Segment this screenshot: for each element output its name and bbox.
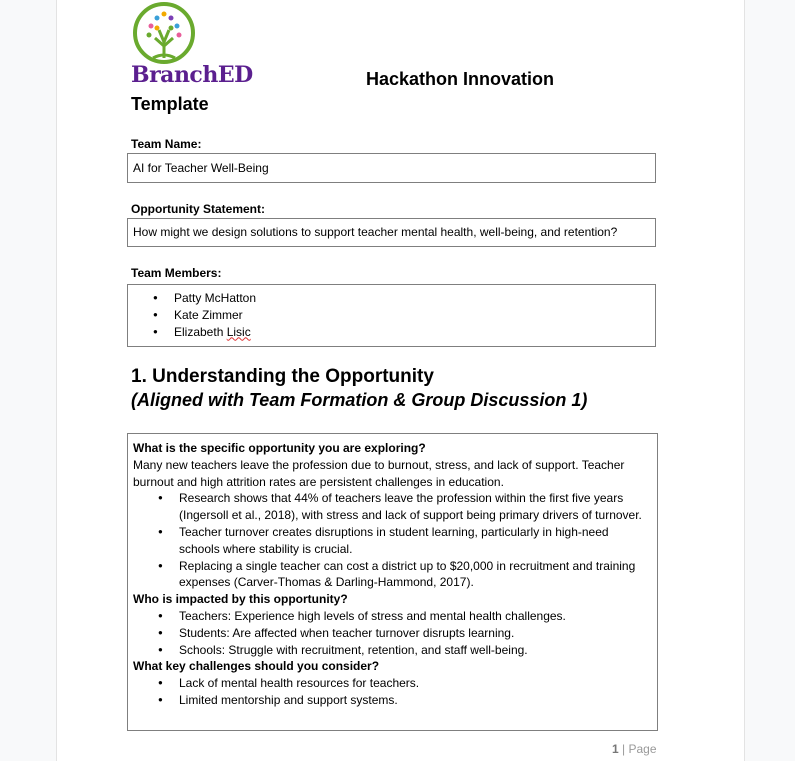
list-item: ● Lack of mental health resources for teachers. bbox=[133, 675, 652, 692]
team-name-value: AI for Teacher Well-Being bbox=[133, 161, 269, 175]
bullet-list bbox=[133, 675, 652, 709]
section-subheading: (Aligned with Team Formation & Group Discussion 1) bbox=[131, 390, 588, 410]
team-name-label: Team Name: bbox=[131, 137, 202, 151]
page-number: 1 bbox=[612, 742, 619, 756]
right-margin-gutter bbox=[744, 0, 795, 761]
brand-logo-text: BranchED bbox=[131, 62, 253, 88]
list-item: ● Research shows that 44% of teachers leave the profession within the first five years (Ingersoll et al., 2018), with stress and lack of support being primary drivers of turnover. bbox=[133, 490, 652, 524]
page-title: Hackathon Innovation bbox=[366, 69, 555, 89]
list-item: ● Patty McHatton bbox=[128, 290, 655, 307]
list-item: ● Students: Are affected when teacher turnover disrupts learning. bbox=[133, 625, 652, 642]
list-item: ● Teacher turnover creates disruptions in student learning, particularly in high-need schools where stability is crucial. bbox=[133, 524, 652, 558]
team-name-field[interactable] bbox=[127, 153, 656, 183]
question-heading: What is the specific opportunity you are exploring? bbox=[133, 441, 426, 455]
opportunity-statement-label: Opportunity Statement: bbox=[131, 202, 265, 216]
list-item: ● Kate Zimmer bbox=[128, 307, 655, 324]
question-heading: Who is impacted by this opportunity? bbox=[133, 592, 348, 607]
question-heading: What key challenges should you consider? bbox=[133, 659, 380, 674]
section-heading: 1. Understanding the Opportunity bbox=[131, 366, 434, 387]
page-label: Page bbox=[628, 742, 657, 756]
left-margin-gutter bbox=[0, 0, 57, 761]
opportunity-details-box[interactable] bbox=[127, 433, 658, 731]
member-name-first: Elizabeth bbox=[174, 324, 227, 339]
bullet-list bbox=[133, 608, 652, 658]
bullet-list bbox=[133, 490, 652, 591]
question-answer-text: Many new teachers leave the profession due to burnout, stress, and lack of support. Teacher burnout and high attrition rates are persistent challenges in education. bbox=[133, 457, 625, 489]
team-members-field[interactable] bbox=[127, 284, 656, 347]
page-footer bbox=[612, 742, 657, 756]
list-item: ● Teachers: Experience high levels of stress and mental health challenges. bbox=[133, 608, 652, 625]
member-name-last: Lisic bbox=[226, 324, 251, 339]
list-item bbox=[128, 324, 655, 341]
opportunity-statement-value: How might we design solutions to support teacher mental health, well-being, and retention? bbox=[133, 225, 618, 239]
team-members-label: Team Members: bbox=[131, 266, 222, 280]
list-item: ● Limited mentorship and support systems. bbox=[133, 692, 652, 709]
footer-separator: | bbox=[622, 742, 626, 756]
list-item: ● Replacing a single teacher can cost a district up to $20,000 in recruitment and training expenses (Carver-Thomas & Darling-Hammond, 2017). bbox=[133, 558, 652, 592]
opportunity-statement-field[interactable] bbox=[127, 218, 656, 247]
list-item: ● Schools: Struggle with recruitment, retention, and staff well-being. bbox=[133, 642, 652, 659]
page-title-continued: Template bbox=[131, 94, 209, 114]
team-members-list bbox=[128, 290, 655, 340]
